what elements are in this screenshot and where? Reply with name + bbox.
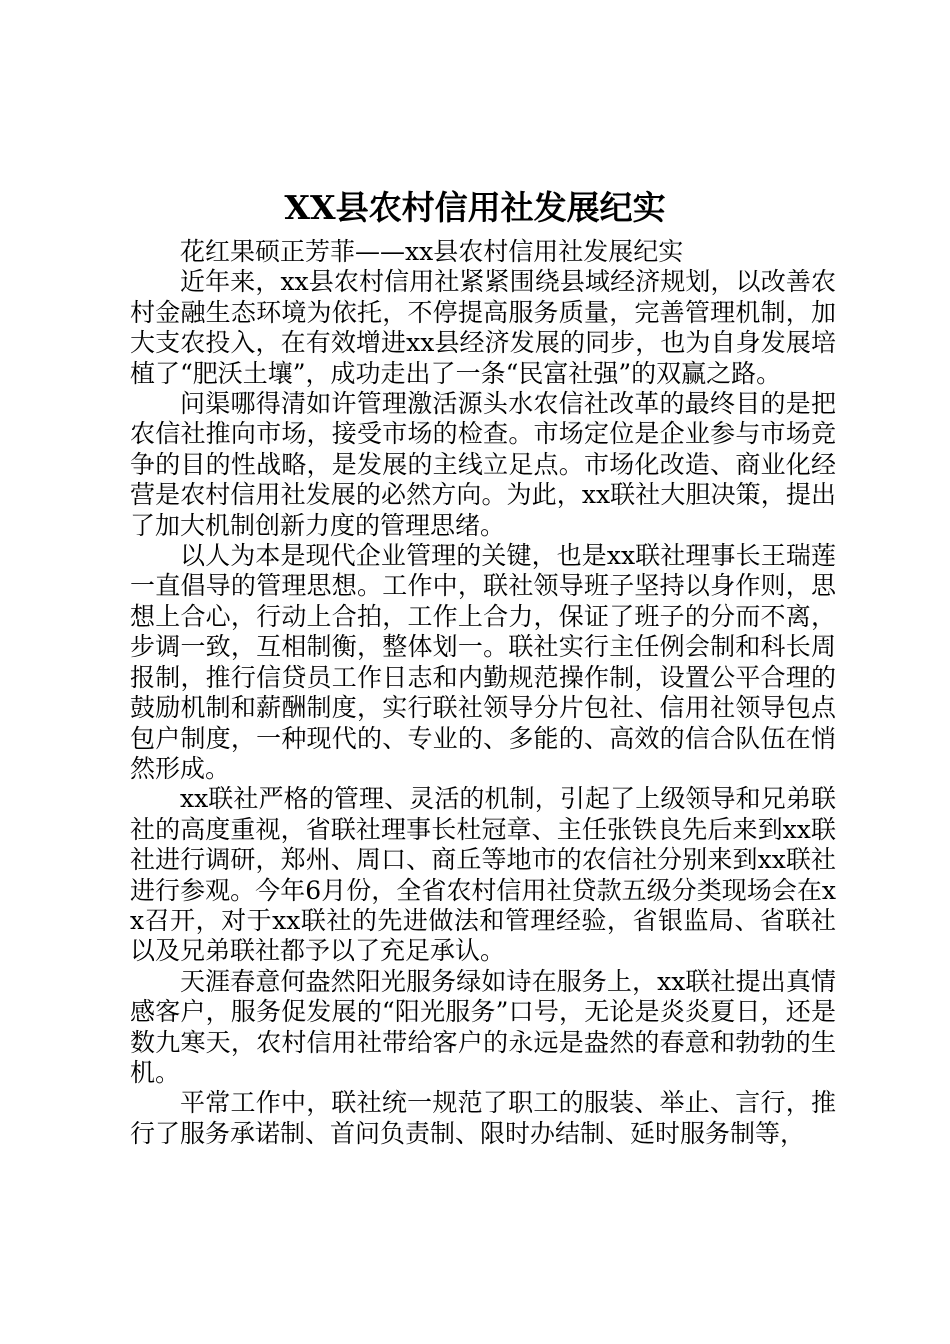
document-title: XX县农村信用社发展纪实 [284, 188, 666, 227]
body-paragraph: xx联社严格的管理、灵活的机制，引起了上级领导和兄弟联社的高度重视，省联社理事长杜冠章、主任张铁良先后来到xx联社进行调研，郑州、周口、商丘等地市的农信社分别来到xx联社进行参观。今年6月份，全省农村信用社贷款五级分类现场会在xx召开，对于xx联社的先进做法和管理经验，省银监局、省联社以及兄弟联社都予以了充足承认。 [130, 784, 836, 966]
body-paragraph: 天涯春意何盎然阳光服务绿如诗在服务上，xx联社提出真情感客户，服务促发展的“阳光服务”口号，无论是炎炎夏日，还是数九寒天，农村信用社带给客户的永远是盎然的春意和勃勃的生机。 [130, 966, 836, 1087]
subtitle-paragraph: 花红果硕正芳菲——xx县农村信用社发展纪实 [180, 237, 684, 266]
body-paragraph: 近年来，xx县农村信用社紧紧围绕县域经济规划，以改善农村金融生态环境为依托，不停提高服务质量，完善管理机制，加大支农投入，在有效增进xx县经济发展的同步，也为自身发展培植了“肥沃土壤”，成功走出了一条“民富社强”的双赢之路。 [130, 267, 836, 388]
body-paragraph: 以人为本是现代企业管理的关键，也是xx联社理事长王瑞莲一直倡导的管理思想。工作中，联社领导班子坚持以身作则，思想上合心，行动上合拍，工作上合力，保证了班子的分而不离，步调一致，互相制衡，整体划一。联社实行主任例会制和科长周报制，推行信贷员工作日志和内勤规范操作制，设置公平合理的鼓励机制和薪酬制度，实行联社领导分片包社、信用社领导包点包户制度，一种现代的、专业的、多能的、高效的信合队伍在悄然形成。 [130, 541, 836, 783]
body-paragraph: 平常工作中，联社统一规范了职工的服装、举止、言行，推行了服务承诺制、首问负责制、限时办结制、延时服务制等， [130, 1088, 836, 1148]
body-paragraph: 问渠哪得清如许管理激活源头水农信社改革的最终目的是把农信社推向市场，接受市场的检查。市场定位是企业参与市场竞争的目的性战略，是发展的主线立足点。市场化改造、商业化经营是农村信用社发展的必然方向。为此，xx联社大胆决策，提出了加大机制创新力度的管理思绪。 [130, 389, 836, 540]
document-body [130, 237, 836, 1149]
